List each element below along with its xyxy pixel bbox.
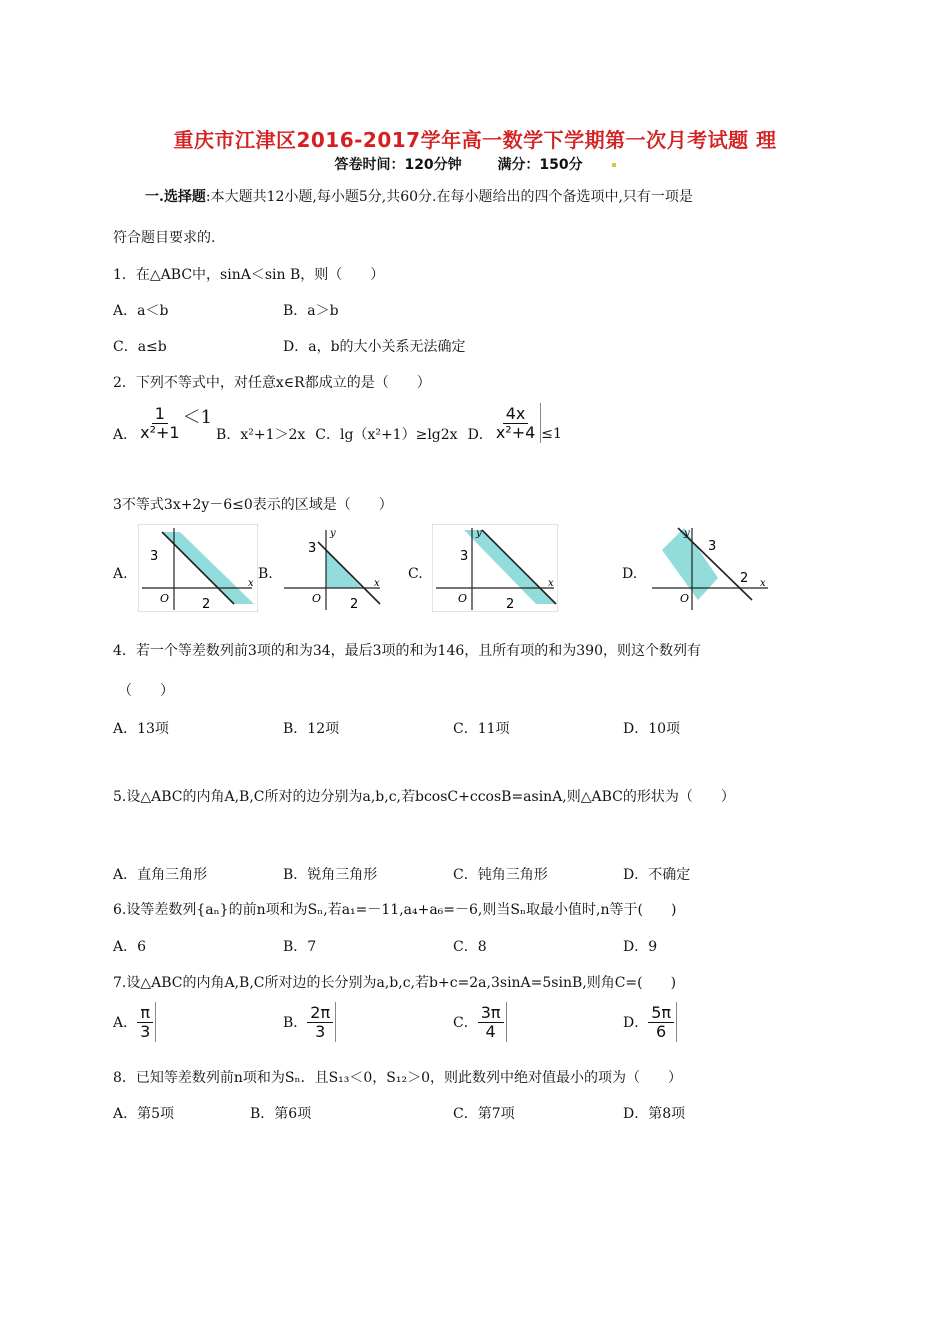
- q7-d-numerator: 5π: [648, 1004, 674, 1023]
- q7-b-label: B．: [283, 1015, 308, 1031]
- q3-graph-d: [648, 524, 770, 612]
- q5-option-c: C．钝角三角形: [453, 867, 548, 883]
- graph-d-y-tick: 3: [708, 539, 717, 554]
- q1-stem: 1．在△ABC中，sinA＜sin B，则（ ）: [113, 267, 385, 283]
- q7-b-denominator: 3: [315, 1021, 326, 1041]
- graph-a-x-tick: 2: [202, 597, 211, 612]
- exam-score: 满分：150分: [497, 157, 583, 173]
- q2-a-numerator: 1: [152, 405, 168, 424]
- q4-paren: （ ）: [118, 683, 174, 699]
- q5-stem: 5.设△ABC的内角A,B,C所对的边分别为a,b,c,若bcosC+ccosB=asinA,则△ABC的形状为（ ）: [113, 789, 735, 805]
- q7-option-a: [113, 1002, 156, 1042]
- q8-option-c: C．第7项: [453, 1106, 515, 1122]
- graph-b-origin: O: [312, 592, 322, 605]
- q2-option-a-label: A．: [113, 427, 138, 443]
- graph-a-x-label: x: [248, 578, 254, 589]
- q2-option-d-label: D．: [467, 427, 493, 443]
- q2-option-c: C．lg（x²+1）≥lg2x: [315, 427, 458, 443]
- q5-option-b: B．锐角三角形: [283, 867, 378, 883]
- q7-c-label: C．: [453, 1015, 478, 1031]
- graph-a-origin: O: [160, 592, 170, 605]
- q1-option-c: C．a≤b: [113, 339, 167, 355]
- graph-c-origin: O: [458, 592, 468, 605]
- graph-b-x-tick: 2: [350, 597, 359, 612]
- q7-c-denominator: 4: [485, 1021, 496, 1041]
- q3-option-a: A.: [113, 566, 128, 582]
- graph-c-y-tick: 3: [460, 549, 469, 564]
- q4-stem: 4．若一个等差数列前3项的和为34，最后3项的和为146，且所有项的和为390，则这个数列有: [113, 643, 701, 659]
- section-desc-2: 符合题目要求的.: [113, 230, 216, 246]
- q7-d-denominator: 6: [656, 1021, 667, 1041]
- q3-graph-c: [432, 524, 558, 612]
- q7-option-d: [623, 1002, 677, 1042]
- q7-a-numerator: π: [137, 1004, 153, 1023]
- q4-option-b: B．12项: [283, 721, 340, 737]
- q3-option-b: B.: [258, 566, 273, 582]
- graph-d-x-tick: 2: [740, 571, 749, 586]
- q7-d-bar: [676, 1002, 677, 1042]
- q2-d-denominator: x²+4: [495, 422, 536, 442]
- graph-b-x-label: x: [374, 578, 380, 589]
- page-title: 重庆市江津区2016-2017学年高一数学下学期第一次月考试题 理: [173, 128, 777, 152]
- graph-d-y-label: y: [684, 528, 690, 539]
- q7-c-fraction: [478, 1004, 504, 1041]
- q7-option-b: [283, 1002, 336, 1042]
- graph-b-y-tick: 3: [308, 541, 317, 556]
- q8-option-b: B．第6项: [250, 1106, 312, 1122]
- q8-option-a: A．第5项: [113, 1106, 175, 1122]
- q8-option-d: D．第8项: [623, 1106, 686, 1122]
- q7-a-denominator: 3: [140, 1021, 151, 1041]
- section-intro: [145, 186, 693, 206]
- exam-info: [0, 154, 950, 174]
- q1-option-b: B．a＞b: [283, 303, 339, 319]
- q7-d-fraction: [648, 1004, 674, 1041]
- section-desc-1: :本大题共12小题,每小题5分,共60分.在每小题给出的四个备选项中,只有一项是: [205, 189, 693, 205]
- q2-option-b: B．x²+1＞2x: [216, 427, 306, 443]
- q2-a-relation: ＜1: [182, 407, 213, 428]
- graph-b-y-label: y: [330, 528, 336, 539]
- q2-d-relation: ≤1: [541, 426, 562, 442]
- q7-c-bar: [506, 1002, 507, 1042]
- q2-stem: 2．下列不等式中，对任意x∈R都成立的是（ ）: [113, 375, 431, 391]
- q7-option-c: [453, 1002, 507, 1042]
- graph-c-x-tick: 2: [506, 597, 515, 612]
- q6-option-c: C．8: [453, 939, 487, 955]
- q7-a-label: A．: [113, 1015, 138, 1031]
- q7-b-numerator: 2π: [307, 1004, 333, 1023]
- section-heading: 一.选择题: [145, 189, 206, 205]
- q2-a-denominator: x²+1: [140, 422, 180, 442]
- q6-stem: 6.设等差数列{aₙ}的前n项和为Sₙ,若a₁=－11,a₄+a₆=－6,则当Sₙ取最小值时,n等于( ): [113, 902, 677, 918]
- q1-option-a: A．a＜b: [113, 303, 169, 319]
- q3-option-d: D.: [622, 566, 638, 582]
- q2-d-numerator: 4x: [503, 405, 529, 424]
- graph-d-x-label: x: [760, 578, 766, 589]
- q6-option-b: B．7: [283, 939, 317, 955]
- q4-option-c: C．11项: [453, 721, 510, 737]
- exam-time: 答卷时间：120分钟: [334, 157, 462, 173]
- q7-a-fraction: [137, 1004, 153, 1041]
- q2-option-a-fraction: [137, 405, 182, 442]
- graph-c-x-label: x: [548, 578, 554, 589]
- q2-options: [113, 402, 562, 444]
- q7-b-bar: [335, 1002, 336, 1042]
- q7-a-bar: [155, 1002, 156, 1042]
- graph-a-y-tick: 3: [150, 549, 159, 564]
- q2-option-d-fraction: [493, 405, 538, 442]
- q6-option-a: A．6: [113, 939, 147, 955]
- q3-option-c: C.: [408, 566, 423, 582]
- q6-option-d: D．9: [623, 939, 658, 955]
- q3-graph-a: [138, 524, 258, 612]
- q4-option-d: D．10项: [623, 721, 681, 737]
- q4-option-a: A．13项: [113, 721, 169, 737]
- q7-c-numerator: 3π: [478, 1004, 504, 1023]
- q7-d-label: D．: [623, 1015, 649, 1031]
- q7-stem: 7.设△ABC的内角A,B,C所对边的长分别为a,b,c,若b+c=2a,3sinA=5sinB,则角C=( ): [113, 975, 677, 991]
- decorative-dot: [612, 163, 616, 167]
- q5-option-d: D．不确定: [623, 867, 691, 883]
- graph-d-origin: O: [680, 592, 690, 605]
- q1-option-d: D．a，b的大小关系无法确定: [283, 339, 466, 355]
- q8-stem: 8．已知等差数列前n项和为Sₙ．且S₁₃＜0，S₁₂＞0，则此数列中绝对值最小的项为（ ）: [113, 1070, 683, 1086]
- q5-option-a: A．直角三角形: [113, 867, 208, 883]
- q3-graph-b: [282, 524, 382, 612]
- q3-stem: 3不等式3x+2y－6≤0表示的区域是（ ）: [113, 497, 393, 513]
- graph-c-y-label: y: [476, 528, 482, 539]
- q7-b-fraction: [307, 1004, 333, 1041]
